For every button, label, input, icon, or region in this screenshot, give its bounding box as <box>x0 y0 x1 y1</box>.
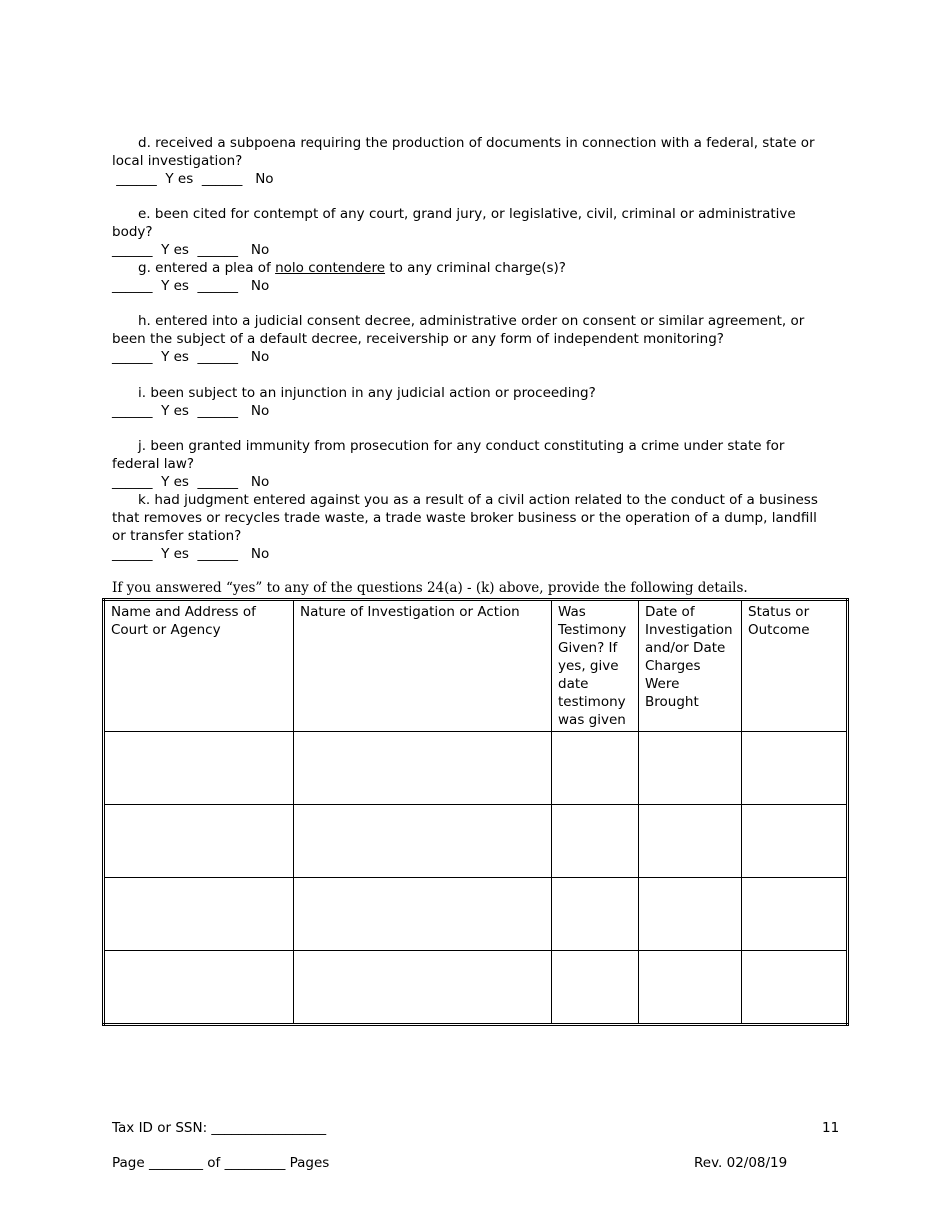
table-cell[interactable] <box>104 805 294 878</box>
question-j <box>112 437 832 491</box>
table-cell[interactable] <box>742 878 848 951</box>
question-g-text-pre: g. entered a plea of <box>138 260 276 276</box>
question-g-answer[interactable]: ______ Y es ______ No <box>112 278 270 294</box>
table-cell[interactable] <box>294 805 552 878</box>
question-i-text: i. been subject to an injunction in any judicial action or proceeding? <box>138 385 596 401</box>
question-g-nolo: nolo contendere <box>275 260 386 276</box>
question-d-text: d. received a subpoena requiring the production of documents in connection with a federal, state or local investigation? <box>112 135 815 169</box>
table-cell[interactable] <box>552 805 639 878</box>
table-row <box>104 951 848 1025</box>
question-k-answer[interactable]: ______ Y es ______ No <box>112 546 270 562</box>
question-d <box>112 134 832 188</box>
table-cell[interactable] <box>552 878 639 951</box>
table-cell[interactable] <box>294 878 552 951</box>
table-cell[interactable] <box>742 951 848 1025</box>
revision-date: Rev. 02/08/19 <box>694 1155 788 1171</box>
table-cell[interactable] <box>104 951 294 1025</box>
table-cell[interactable] <box>104 732 294 805</box>
header-court-agency: Name and Address of Court or Agency <box>104 600 294 732</box>
table-header-row <box>104 600 848 732</box>
table-cell[interactable] <box>742 805 848 878</box>
question-d-answer[interactable]: ______ Y es ______ No <box>112 171 274 187</box>
table-cell[interactable] <box>294 732 552 805</box>
header-nature: Nature of Investigation or Action <box>294 600 552 732</box>
page-number: 11 <box>822 1120 840 1136</box>
question-j-text: j. been granted immunity from prosecution for any conduct constituting a crime under state for federal law? <box>112 438 785 472</box>
details-intro: If you answered “yes” to any of the questions 24(a) - (k) above, provide the following details. <box>112 580 748 596</box>
table-row <box>104 732 848 805</box>
header-status: Status or Outcome <box>742 600 848 732</box>
table-cell[interactable] <box>639 878 742 951</box>
question-i-answer[interactable]: ______ Y es ______ No <box>112 403 270 419</box>
table-cell[interactable] <box>552 732 639 805</box>
page-of-field[interactable]: Page ________ of _________ Pages <box>112 1155 330 1171</box>
question-k <box>112 491 832 563</box>
question-g-text-post: to any criminal charge(s)? <box>385 260 566 276</box>
question-e <box>112 205 832 259</box>
question-j-answer[interactable]: ______ Y es ______ No <box>112 474 270 490</box>
question-e-text: e. been cited for contempt of any court, grand jury, or legislative, civil, criminal or administrative body? <box>112 206 796 240</box>
question-k-text: k. had judgment entered against you as a result of a civil action related to the conduct of a business that removes or recycles trade waste, a trade waste broker business or the operation of a dump, landfill or transfer station? <box>112 492 818 544</box>
question-h <box>112 312 832 366</box>
table-row <box>104 805 848 878</box>
table-cell[interactable] <box>294 951 552 1025</box>
table-cell[interactable] <box>639 805 742 878</box>
table-cell[interactable] <box>104 878 294 951</box>
table-cell[interactable] <box>552 951 639 1025</box>
question-i <box>112 384 832 420</box>
header-date: Date of Investigation and/or Date Charges Were Brought <box>639 600 742 732</box>
question-e-answer[interactable]: ______ Y es ______ No <box>112 242 270 258</box>
question-h-text: h. entered into a judicial consent decree, administrative order on consent or similar agreement, or been the subject of a default decree, receivership or any form of independent monitoring? <box>112 313 805 347</box>
table-row <box>104 878 848 951</box>
question-h-answer[interactable]: ______ Y es ______ No <box>112 349 270 365</box>
table-cell[interactable] <box>639 732 742 805</box>
details-table <box>102 598 849 1026</box>
question-g <box>112 259 832 295</box>
header-testimony: Was Testimony Given? If yes, give date testimony was given <box>552 600 639 732</box>
table-cell[interactable] <box>742 732 848 805</box>
tax-id-field[interactable]: Tax ID or SSN: _________________ <box>112 1120 327 1136</box>
table-cell[interactable] <box>639 951 742 1025</box>
